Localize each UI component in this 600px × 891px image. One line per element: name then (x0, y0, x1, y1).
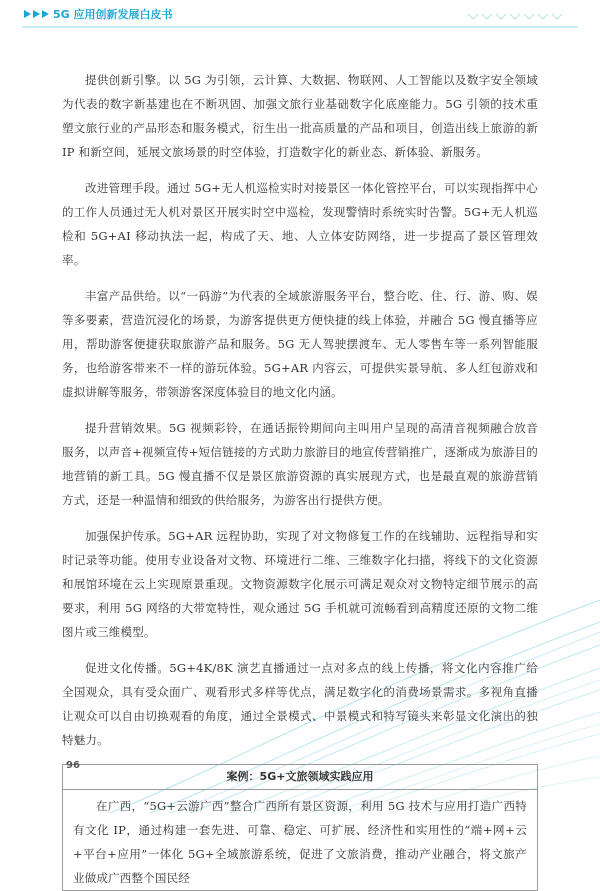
page-number: 96 (66, 760, 80, 771)
paragraph-culture-spread: 促进文化传播。5G+4K/8K 演艺直播通过一点对多点的线上传播，将文化内容推广给全国观众，具有受众面广、观看形式多样等优点，满足数字化的消费场景需求。多视角直播让观众可以自由切换观看的角度，通过全景模式、中景模式和特写镜头来彰显文化演出的独特魅力。 (62, 661, 538, 747)
main-content (62, 68, 538, 891)
header-arrows-icon (24, 10, 49, 18)
paragraph-product-supply: 丰富产品供给。以“一码游”为代表的全域旅游服务平台，整合吃、住、行、游、购、娱等多要素，营造沉浸化的场景，为游客提供更方便快捷的线上体验，并融合 5G 慢直播等应用，帮助游客便捷获取旅游产品和服务。5G 无人驾驶摆渡车、无人零售车等一系列智能服务，也给游客带来不一样的游玩体验。5G+AR 内容云，可提供实景导航、多人红包游戏和虚拟讲解等服务，带领游客深度体验目的地文化内涵。 (62, 289, 538, 399)
case-study-box (62, 764, 538, 891)
case-study-body (63, 790, 537, 890)
case-study-text: 在广西，“5G+云游广西”整合广西所有景区资源，利用 5G 技术与应用打造广西特有文化 IP，通过构建一套先进、可靠、稳定、可扩展、经济性和实用性的“端+网+云+平台+应用”一体化 5G+全域旅游系统，促进了文旅消费，推动产业融合，将文旅产业做成广西整个国民经 (73, 799, 527, 885)
case-study-title: 案例：5G+文旅领域实践应用 (63, 765, 537, 790)
header-chevron-pattern-icon (468, 14, 562, 19)
header-divider (22, 26, 578, 28)
paragraph-marketing: 提升营销效果。5G 视频彩铃，在通话振铃期间向主叫用户呈现的高清音视频融合放音服务，以声音+视频宣传+短信链接的方式助力旅游目的地宣传营销推广，逐渐成为旅游目的地营销的新工具。5G 慢直播不仅是景区旅游资源的真实展现方式，也是最直观的旅游营销方式，还是一种温情和细致的供给服务，为游客出行提供方便。 (62, 421, 538, 507)
paragraph-innovation: 提供创新引擎。以 5G 为引领，云计算、大数据、物联网、人工智能以及数字安全领域为代表的数字新基建也在不断巩固、加强文旅行业基础数字化底座能力。5G 引领的技术重塑文旅行业的产品形态和服务模式，衍生出一批高质量的产品和项目，创造出线上旅游的新 IP 和新空间，延展文旅场景的时空体验，打造数字化的新业态、新体验、新服务。 (62, 73, 538, 159)
paragraph-protection: 加强保护传承。5G+AR 远程协助，实现了对文物修复工作的在线辅助、远程指导和实时记录等功能。使用专业设备对文物、环境进行二维、三维数字化扫描，将线下的文化资源和展馆环境在云上实现原景重现。文物资源数字化展示可满足观众对文物特定细节展示的高要求，利用 5G 网络的大带宽特性，观众通过 5G 手机就可流畅看到高精度还原的文物二维图片或三维模型。 (62, 529, 538, 639)
paragraph-management: 改进管理手段。通过 5G+无人机巡检实时对接景区一体化管控平台，可以实现指挥中心的工作人员通过无人机对景区开展实时空中巡检，发现警情时系统实时告警。5G+无人机巡检和 5G+AI 移动执法一起，构成了天、地、人立体安防网络，进一步提高了景区管理效率。 (62, 181, 538, 267)
header-title: 5G 应用创新发展白皮书 (53, 8, 173, 21)
